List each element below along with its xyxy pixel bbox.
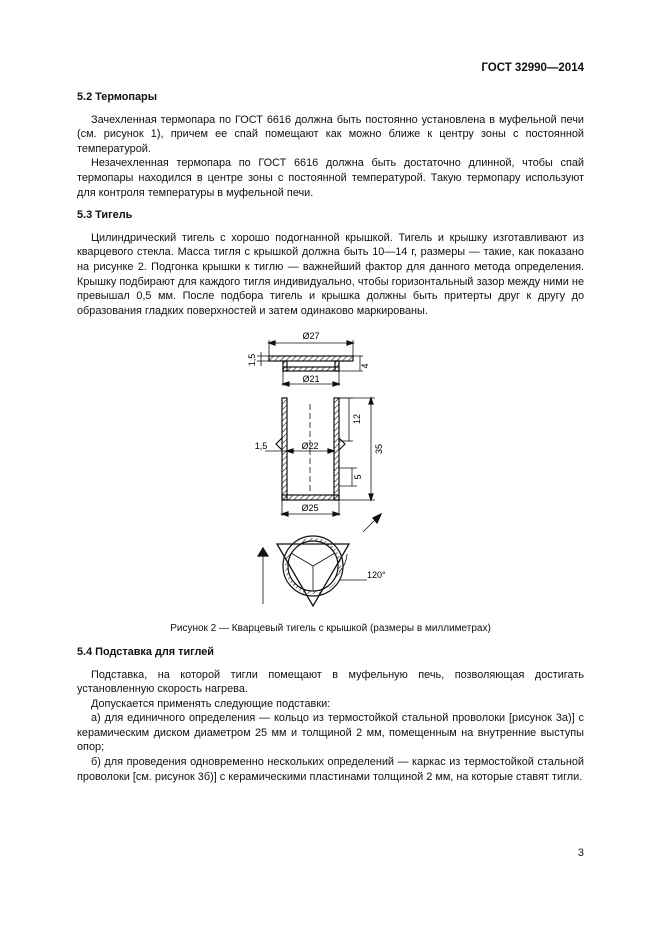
paragraph: Незачехленная термопара по ГОСТ 6616 должна быть достаточно длинной, чтобы спай термопары находился в центре зоны с постоянной температурой. Такую термопару используют для контроля температуры в муфельной печи. xyxy=(77,157,584,199)
dim-lid-outer: Ø27 xyxy=(302,331,320,342)
figure-crucible xyxy=(77,326,584,620)
dim-lid-inner: Ø21 xyxy=(302,374,320,385)
paragraph: Допускается применять следующие подставки: xyxy=(91,697,331,710)
section-title: 5.3 Тигель xyxy=(77,209,133,222)
dim-inner: Ø22 xyxy=(301,441,319,452)
paragraph: а) для единичного определения — кольцо из термостойкой стальной проволоки [рисунок 3а)] с керамическим диском диаметром 25 мм и толщиной 2 мм, помещенным на внутренние выступы опор; xyxy=(77,712,584,754)
crucible-plan-drawing xyxy=(258,514,381,606)
document-code: ГОСТ 32990—2014 xyxy=(481,62,584,74)
paragraph: б) для проведения одновременно нескольких определений — каркас из термостойкой стальной проволоки [см. рисунок 3б)] с керамическими пластинами толщиной 2 мм, на которые ставят тигли. xyxy=(77,756,584,783)
page-number: 3 xyxy=(577,847,584,859)
figure-caption: Рисунок 2 — Кварцевый тигель с крышкой (размеры в миллиметрах) xyxy=(170,623,491,635)
paragraph: Цилиндрический тигель с хорошо подогнанной крышкой. Тигель и крышку изготавливают из кварцевого стекла. Масса тигля с крышкой должна быть 10—14 г, размеры — такие, как показано на рисунке 2. Подгонка крышки к тиглю — важнейший фактор для данного метода определения. Крышку подбирают для каждого тигля индивидуально, чтобы горизонтальный зазор между ними не превышал 0,5 мм. После подбора тигель и крышка должны быть притерты друг к другу до образования гладких поверхностей и затем одинаково маркированы. xyxy=(77,231,584,317)
section-title: 5.2 Термопары xyxy=(77,91,157,103)
paragraph: Подставка, на которой тигли помещают в муфельную печь, позволяющая достигать установленную скорость нагрева. xyxy=(77,668,584,696)
dim-bottom-gap: 5 xyxy=(353,474,363,480)
dim-wall: 1,5 xyxy=(254,441,268,452)
dim-lid-lip: 1,5 xyxy=(247,354,257,367)
dim-lid-height: 4 xyxy=(360,363,370,369)
dim-angle: 120° xyxy=(367,570,386,581)
section-title: 5.4 Подставка для тиглей xyxy=(77,645,214,658)
crucible-drawing xyxy=(77,326,584,620)
paragraph: Зачехленная термопара по ГОСТ 6616 должна быть постоянно установлена в муфельной печи (см. рисунок 1), причем ее спай помещают как можно ближе к центру зоны с постоянной температурой. xyxy=(77,113,584,155)
dim-outer: Ø25 xyxy=(301,503,319,514)
document-body xyxy=(77,90,584,784)
dim-total-height: 35 xyxy=(374,444,384,455)
dim-upper-offset: 12 xyxy=(352,414,362,425)
